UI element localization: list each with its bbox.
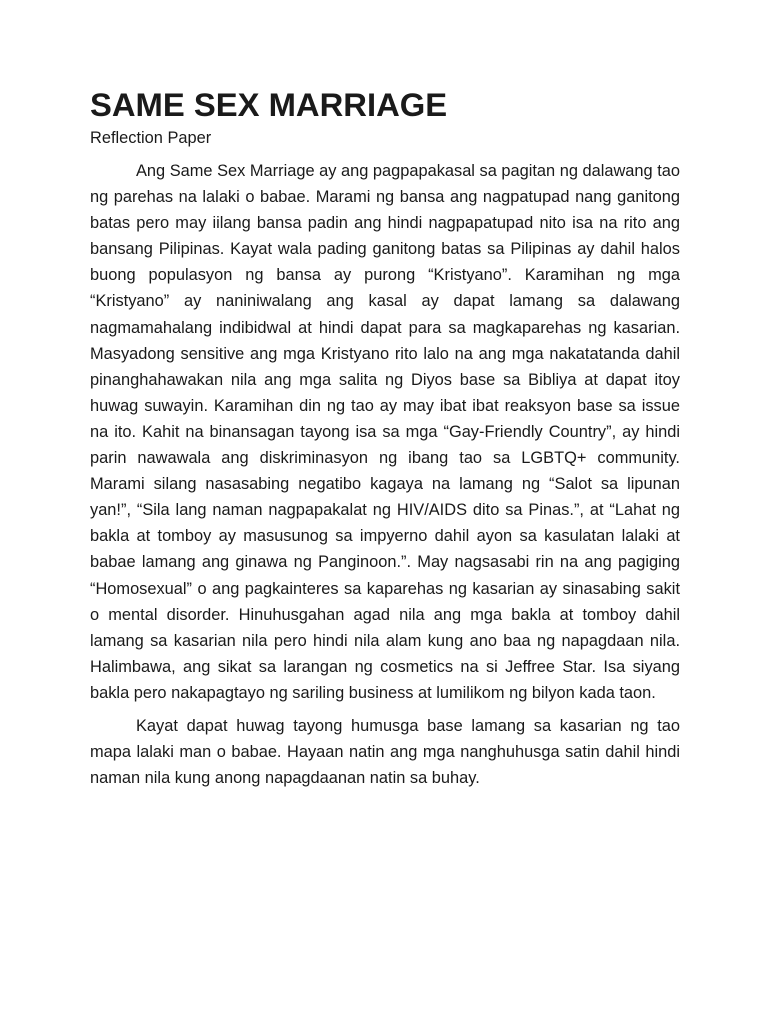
document-subtitle: Reflection Paper — [90, 129, 212, 147]
body-paragraph-1: Ang Same Sex Marriage ay ang pagpapakasal sa pagitan ng dalawang tao ng parehas na lalaki o babae. Marami ng bansa ang nagpatupad nang ganitong batas pero may iilang bansa padin ang hindi nagpapatupad nito isa na rito ang bansang Pilipinas. Kayat wala pading ganitong batas sa Pilipinas ay dahil halos buong populasyon ng bansa ay purong “Kristyano”. Karamihan ng mga “Kristyano” ay naniniwalang ang kasal ay dapat lamang sa dalawang nagmamahalang indibidwal at hindi dapat para sa magkaparehas ng kasarian. Masyadong sensitive ang mga Kristyano rito lalo na ang mga nakatatanda dahil pinanghahawakan nila ang mga salita ng Diyos base sa Bibliya at dapat itoy huwag suwayin. Karamihan din ng tao ay may ibat ibat reaksyon base sa issue na ito. Kahit na binansagan tayong isa sa mga “Gay-Friendly Country”, ay hindi parin nawawala ang diskriminasyon ng ibang tao sa LGBTQ+ community. Marami silang nasasabing negatibo kagaya na lamang ng “Salot sa lipunan yan!”, “Sila lang naman nagpapakalat ng HIV/AIDS dito sa Pinas.”, at “Lahat ng bakla at tomboy ay masusunog sa impyerno dahil ayon sa kasulatan lalaki at babae lamang ang ginawa ng Panginoon.”. May nagsasabi rin na ang pagiging “Homosexual” o ang pagkainteres sa kaparehas ng kasarian ay sinasabing sakit o mental disorder. Hinuhusgahan agad nila ang mga bakla at tomboy dahil lamang sa kasarian nila pero hindi nila alam kung ano baa ng napagdaan nila. Halimbawa, ang sikat sa larangan ng cosmetics na si Jeffree Star. Isa siyang bakla pero nakapagtayo ng sariling business at lumilikom ng bilyon kada taon. — [90, 162, 680, 702]
document-title: SAME SEX MARRIAGE — [90, 86, 448, 123]
body-paragraph-2: Kayat dapat huwag tayong humusga base lamang sa kasarian ng tao mapa lalaki man o babae. Hayaan natin ang mga nanghuhusga satin dahil hindi naman nila kung anong napagdaanan natin sa buhay. — [90, 716, 680, 788]
document-page — [90, 86, 680, 791]
